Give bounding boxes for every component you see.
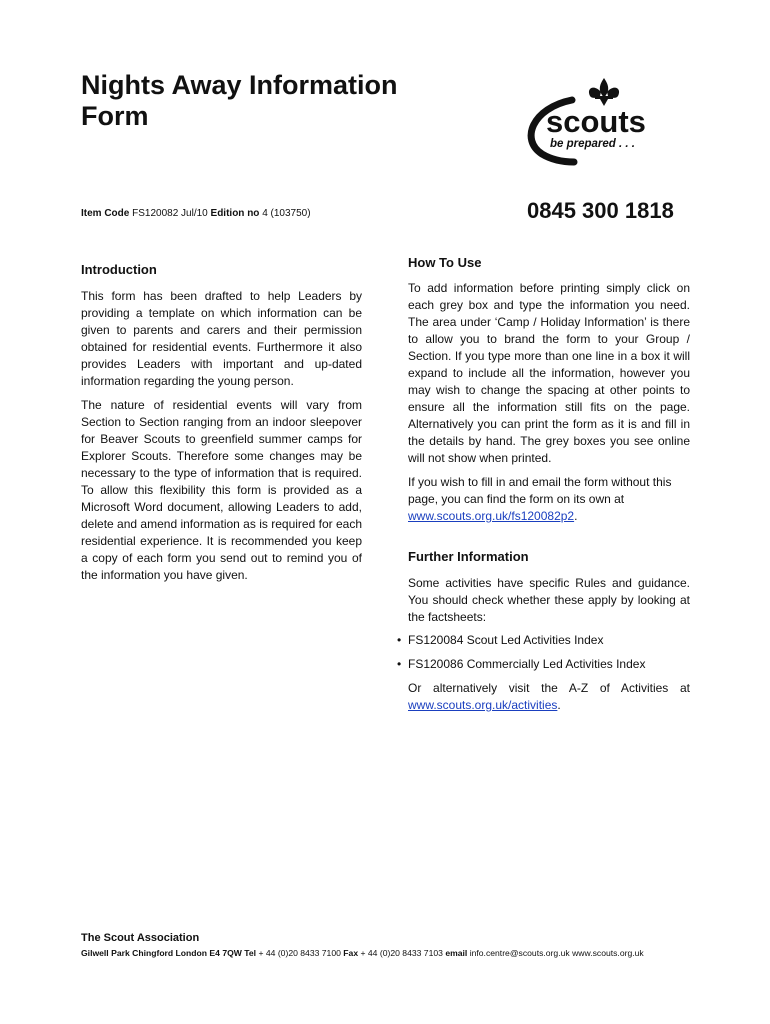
footer-tel-label: Tel: [244, 948, 257, 958]
how-to-use-heading: How To Use: [408, 255, 482, 270]
introduction-body: [81, 288, 362, 584]
edition-value: 4 (103750): [262, 208, 311, 219]
logo-wordmark: scouts: [546, 104, 646, 139]
scouts-logo: [512, 70, 697, 170]
footer-website[interactable]: www.scouts.org.uk: [572, 948, 644, 958]
footer-organisation: The Scout Association: [81, 932, 200, 944]
further-information-paragraph-2-end: .: [557, 698, 561, 712]
how-to-use-paragraph-1: To add information before printing simply click on each grey box and type the information you need. The area under ‘Camp / Holiday Information’ is there to allow you to brand the form to your Group / Section. If you type more than one line in a box it will expand to include all the information, however you may wish to change the spacing at other points to ensure all the information still fits on the page. Alternatively you can print the form as it is and fill in the details by hand. The grey boxes you see online will not show when printed.: [408, 281, 690, 465]
bullet-text: FS120086 Commercially Led Activities Index: [408, 657, 646, 671]
item-code-line: [81, 208, 311, 219]
introduction-heading: Introduction: [81, 262, 157, 277]
edition-label: Edition no: [210, 208, 260, 219]
footer-address: Gilwell Park Chingford London E4 7QW: [81, 948, 242, 958]
list-item: [397, 656, 690, 673]
further-information-heading: Further Information: [408, 549, 529, 564]
how-to-use-body: [408, 280, 690, 525]
footer-tel: + 44 (0)20 8433 7100: [258, 948, 341, 958]
bullet-icon: •: [397, 633, 402, 647]
further-information-paragraph-2: [408, 680, 690, 714]
how-to-use-paragraph-2: [408, 474, 690, 525]
logo-tagline: be prepared . . .: [550, 138, 635, 150]
form-page-link[interactable]: www.scouts.org.uk/fs120082p2: [408, 509, 575, 523]
footer-email[interactable]: info.centre@scouts.org.uk: [469, 948, 570, 958]
fleur-de-lis-icon: [589, 78, 619, 106]
footer-fax-label: Fax: [343, 948, 359, 958]
introduction-paragraph-2: The nature of residential events will vary from Section to Section ranging from an indoor sleepover for Beaver Scouts to greenfield summer camps for Explorer Scouts. Therefore some changes may be necessary to the type of information that is required. To allow this flexibility this form is provided as a Microsoft Word document, allowing Leaders to add, delete and amend information as is required for each residential experience. It is recommended you keep a copy of each form you send out to remind you of the information you have given.: [81, 398, 362, 582]
how-to-use-paragraph-2-text: If you wish to fill in and email the form without this page, you can find the form on its own at: [408, 475, 672, 506]
page-title: [81, 70, 461, 132]
further-information-paragraph-2-text: Or alternatively visit the A-Z of Activities at: [408, 681, 690, 695]
footer-contact-line: [81, 948, 644, 958]
activities-link[interactable]: www.scouts.org.uk/activities: [408, 698, 558, 712]
item-code-label: Item Code: [81, 208, 130, 219]
further-information-paragraph-1: Some activities have specific Rules and guidance. You should check whether these apply by looking at the factsheets:: [408, 576, 690, 624]
bullet-text: FS120084 Scout Led Activities Index: [408, 633, 604, 647]
item-code-value: FS120082 Jul/10: [132, 208, 208, 219]
introduction-paragraph-1: This form has been drafted to help Leaders by providing a template on which information can be given to parents and carers and their permission obtained for residential events. Furthermore it also provides Leaders with important and up-dated information regarding the young person.: [81, 289, 362, 388]
phone-number: 0845 300 1818: [527, 198, 674, 223]
bullet-icon: •: [397, 657, 402, 671]
footer-fax: + 44 (0)20 8433 7103: [360, 948, 443, 958]
title-line-1: Nights Away Information: [81, 70, 398, 100]
footer-email-label: email: [445, 948, 468, 958]
how-to-use-paragraph-2-end: .: [574, 509, 578, 523]
list-item: [397, 632, 690, 649]
title-line-2: Form: [81, 101, 149, 131]
